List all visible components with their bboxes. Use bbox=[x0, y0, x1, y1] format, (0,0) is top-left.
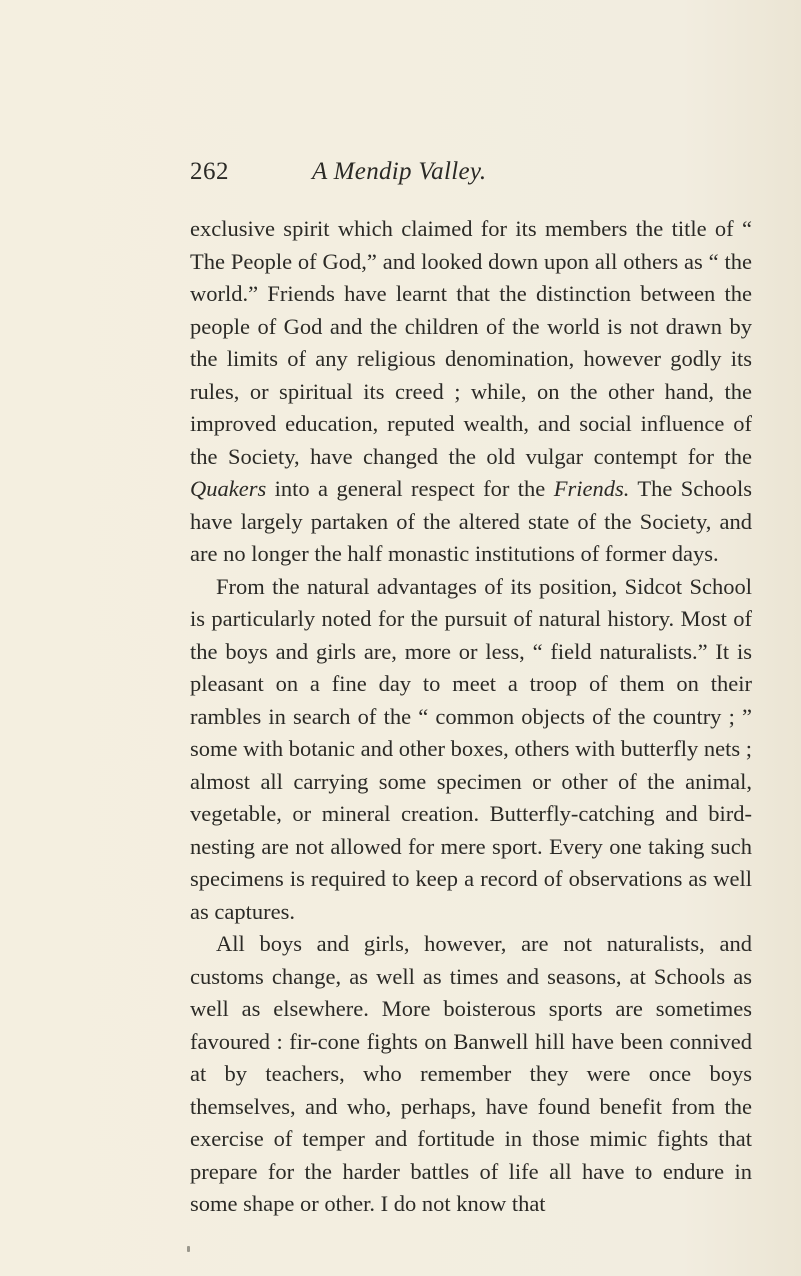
body-text bbox=[190, 213, 752, 1221]
page-header bbox=[190, 150, 650, 194]
printer-mark bbox=[187, 1246, 190, 1252]
paragraph-1-text-c: The Schools have largely partaken of the altered state of the Society, and are no longer the half monastic institutions of former days. bbox=[190, 476, 752, 566]
paragraph-1-text-a: exclusive spirit which claimed for its members the title of “ The People of God,” and looked down upon all others as “ the world.” Friends have learnt that the distinction between the people of God and the children of the world is not drawn by the limits of any religious denomination, however godly its rules, or spiritual its creed ; while, on the other hand, the improved education, reputed wealth, and social influence of the Society, have changed the old vulgar contempt for the bbox=[190, 216, 752, 469]
running-head: A Mendip Valley. bbox=[312, 158, 487, 185]
page-number: 262 bbox=[190, 158, 229, 185]
paragraph-1 bbox=[190, 213, 752, 571]
friends-emphasis: Friends. bbox=[553, 476, 630, 501]
paragraph-1-text-b: into a general respect for the bbox=[266, 476, 554, 501]
quakers-emphasis: Quakers bbox=[190, 476, 267, 501]
paragraph-3: All boys and girls, however, are not naturalists, and customs change, as well as times and seasons, at Schools as well as elsewhere. More boisterous sports are sometimes favoured : fir-cone fights on Banwell hill have been connived at by teachers, who remember they were once boys themselves, and who, perhaps, have found benefit from the exercise of temper and fortitude in those mimic fights that prepare for the harder battles of life all have to endure in some shape or other. I do not know that bbox=[190, 931, 752, 1216]
paragraph-2: From the natural advantages of its position, Sidcot School is particularly noted for the pursuit of natural history. Most of the boys and girls are, more or less, “ field naturalists.” It is pleasant on a fine day to meet a troop of them on their rambles in search of the “ common objects of the country ; ” some with botanic and other boxes, others with butterfly nets ; almost all carrying some specimen or other of the animal, vegetable, or mineral creation. Butterfly-catching and bird-nesting are not allowed for mere sport. Every one taking such specimens is required to keep a record of observations as well as captures. bbox=[190, 573, 752, 924]
